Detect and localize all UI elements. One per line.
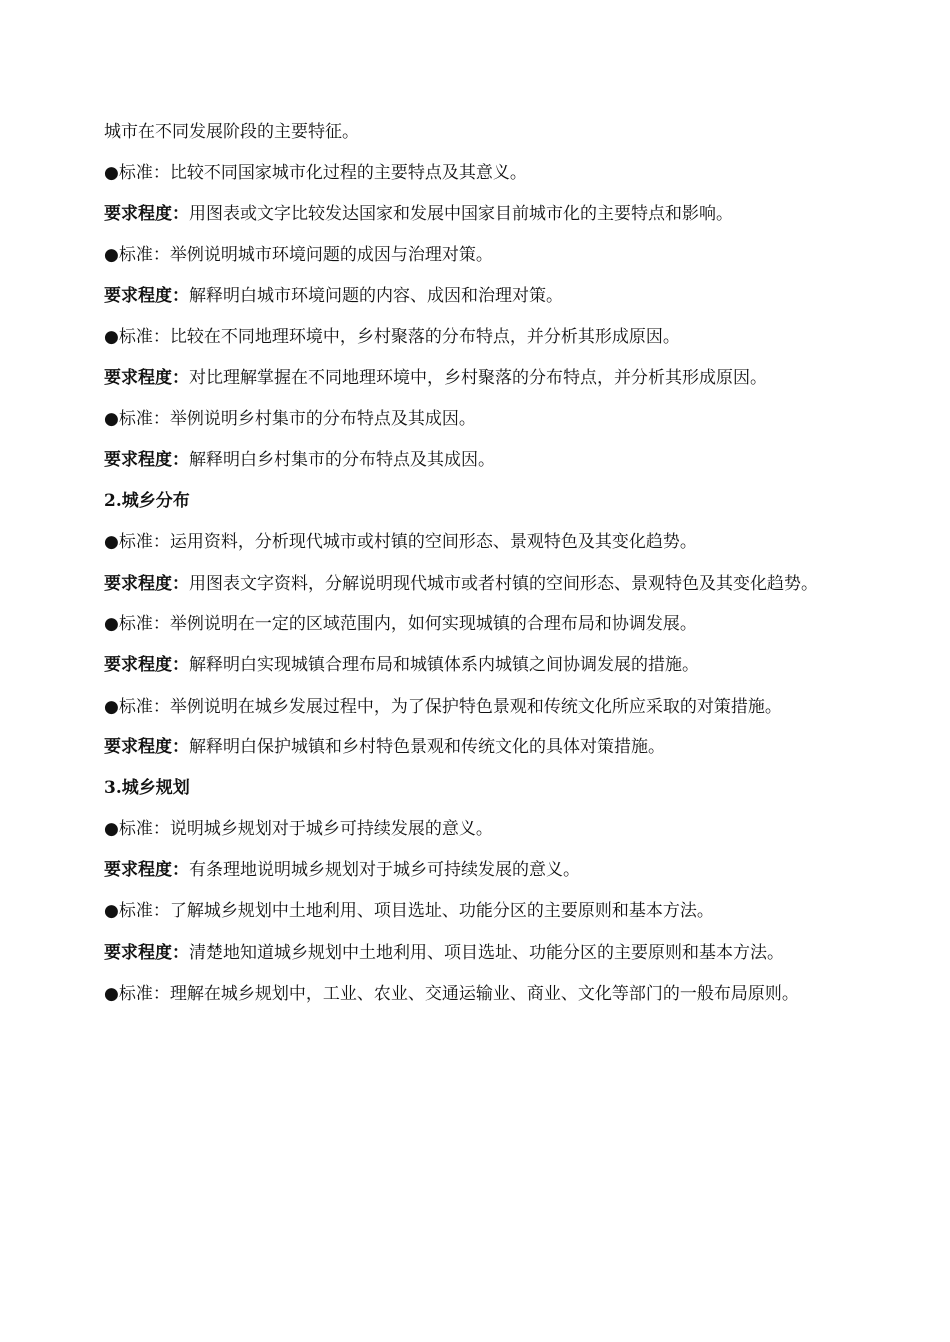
- requirement-label: 要求程度：: [104, 450, 189, 470]
- standard-item: [104, 153, 850, 194]
- document-page: [104, 112, 850, 1014]
- requirement-item: [104, 563, 850, 606]
- requirement-label: 要求程度：: [104, 860, 189, 880]
- standard-label: 标准：: [118, 245, 170, 265]
- standard-item: [104, 399, 850, 440]
- requirement-label: 要求程度：: [104, 737, 189, 757]
- requirement-label: 要求程度：: [104, 574, 189, 594]
- bullet-icon: ●: [104, 614, 119, 634]
- standard-label: 标准：: [118, 819, 170, 839]
- standard-text: 举例说明乡村集市的分布特点及其成因。: [169, 409, 476, 429]
- requirement-text: 清楚地知道城乡规划中土地利用、项目选址、功能分区的主要原则和基本方法。: [189, 943, 784, 963]
- standard-label: 标准：: [118, 532, 170, 552]
- standard-label: 标准：: [118, 984, 170, 1004]
- standard-item: [104, 973, 850, 1016]
- standard-item: [104, 522, 850, 563]
- requirement-text: 解释明白乡村集市的分布特点及其成因。: [189, 450, 495, 470]
- requirement-item: [104, 194, 850, 235]
- requirement-item: [104, 440, 850, 481]
- standard-text: 比较在不同地理环境中，乡村聚落的分布特点，并分析其形成原因。: [169, 327, 680, 347]
- bullet-icon: ●: [104, 697, 119, 717]
- standard-item: [104, 891, 850, 932]
- requirement-text: 用图表文字资料，分解说明现代城市或者村镇的空间形态、景观特色及其变化趋势。: [189, 574, 818, 594]
- standard-text: 了解城乡规划中土地利用、项目选址、功能分区的主要原则和基本方法。: [169, 901, 714, 921]
- standard-label: 标准：: [118, 409, 170, 429]
- bullet-icon: ●: [104, 819, 119, 839]
- requirement-label: 要求程度：: [104, 655, 189, 675]
- standard-label: 标准：: [118, 327, 170, 347]
- bullet-icon: ●: [104, 245, 119, 265]
- standard-item: [104, 604, 850, 645]
- requirement-text: 解释明白保护城镇和乡村特色景观和传统文化的具体对策措施。: [189, 737, 665, 757]
- paragraph-text: 城市在不同发展阶段的主要特征。: [104, 122, 359, 142]
- requirement-item: [104, 358, 850, 399]
- standard-text: 说明城乡规划对于城乡可持续发展的意义。: [169, 819, 493, 839]
- section-heading: 3.城乡规划: [104, 778, 190, 798]
- bullet-icon: ●: [104, 984, 119, 1004]
- paragraph-continuation: [104, 112, 850, 153]
- requirement-text: 对比理解掌握在不同地理环境中，乡村聚落的分布特点，并分析其形成原因。: [189, 368, 767, 388]
- requirement-label: 要求程度：: [104, 286, 189, 306]
- standard-text: 举例说明在一定的区域范围内，如何实现城镇的合理布局和协调发展。: [169, 614, 697, 634]
- requirement-text: 解释明白城市环境问题的内容、成因和治理对策。: [189, 286, 563, 306]
- standard-label: 标准：: [118, 697, 170, 717]
- requirement-label: 要求程度：: [104, 368, 189, 388]
- standard-item: [104, 317, 850, 358]
- standard-item: [104, 686, 850, 729]
- standard-text: 举例说明城市环境问题的成因与治理对策。: [169, 245, 493, 265]
- section-heading: 2.城乡分布: [104, 491, 190, 511]
- standard-text: 理解在城乡规划中，工业、农业、交通运输业、商业、文化等部门的一般布局原则。: [169, 984, 799, 1004]
- bullet-icon: ●: [104, 327, 119, 347]
- standard-text: 举例说明在城乡发展过程中，为了保护特色景观和传统文化所应采取的对策措施。: [169, 697, 782, 717]
- bullet-icon: ●: [104, 409, 119, 429]
- requirement-text: 解释明白实现城镇合理布局和城镇体系内城镇之间协调发展的措施。: [189, 655, 699, 675]
- standard-text: 比较不同国家城市化过程的主要特点及其意义。: [169, 163, 527, 183]
- standard-label: 标准：: [118, 163, 170, 183]
- standard-text: 运用资料，分析现代城市或村镇的空间形态、景观特色及其变化趋势。: [169, 532, 697, 552]
- standard-item: [104, 235, 850, 276]
- bullet-icon: ●: [104, 532, 119, 552]
- requirement-text: 有条理地说明城乡规划对于城乡可持续发展的意义。: [189, 860, 580, 880]
- requirement-label: 要求程度：: [104, 943, 189, 963]
- requirement-text: 用图表或文字比较发达国家和发展中国家目前城市化的主要特点和影响。: [189, 204, 733, 224]
- requirement-item: [104, 727, 850, 768]
- requirement-label: 要求程度：: [104, 204, 189, 224]
- standard-label: 标准：: [118, 901, 170, 921]
- standard-label: 标准：: [118, 614, 170, 634]
- bullet-icon: ●: [104, 163, 119, 183]
- standard-item: [104, 809, 850, 850]
- requirement-item: [104, 850, 850, 891]
- bullet-icon: ●: [104, 901, 119, 921]
- requirement-item: [104, 645, 850, 686]
- requirement-item: [104, 276, 850, 317]
- requirement-item: [104, 932, 850, 975]
